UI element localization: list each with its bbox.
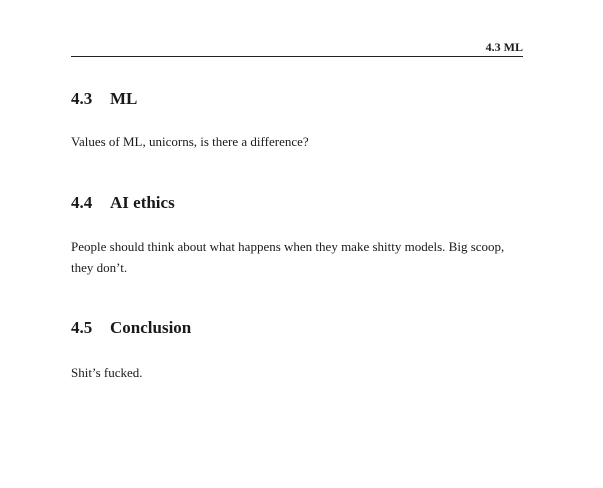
section-number: 4.5 <box>71 318 93 337</box>
section-number: 4.3 <box>71 89 93 108</box>
section-title: AI ethics <box>110 193 175 212</box>
section-body-ml: Values of ML, unicorns, is there a difference? <box>71 134 309 149</box>
section-number: 4.4 <box>71 193 93 212</box>
section-heading-ai-ethics <box>71 193 175 213</box>
running-header: 4.3 ML <box>485 40 523 54</box>
section-body-ai-ethics: People should think about what happens when they make shitty models. Big scoop, they don’t. <box>71 239 505 275</box>
section-title: ML <box>110 89 138 108</box>
section-body-conclusion: Shit’s fucked. <box>71 365 143 380</box>
header-rule <box>71 56 523 57</box>
section-heading-ml <box>71 89 137 109</box>
section-heading-conclusion <box>71 318 191 338</box>
section-title: Conclusion <box>110 318 192 337</box>
